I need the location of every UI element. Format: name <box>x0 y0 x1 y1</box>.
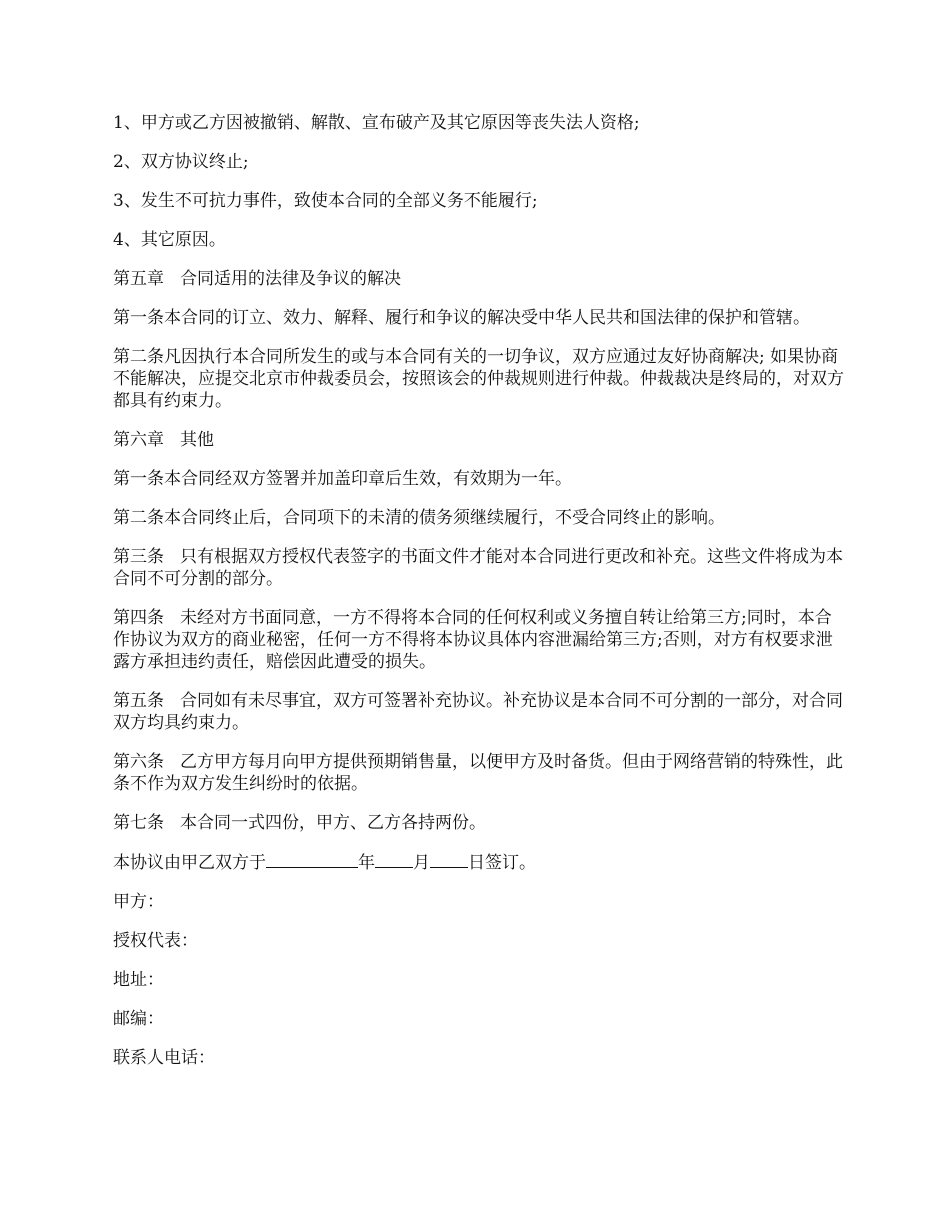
article-paragraph <box>113 607 845 673</box>
chapter-title: 其他 <box>180 430 214 450</box>
article-paragraph: 第一条本合同的订立、效力、解释、履行和争议的解决受中华人民共和国法律的保护和管辖。 <box>113 308 810 328</box>
day-blank <box>430 851 468 868</box>
chapter-heading <box>113 429 845 451</box>
article-paragraph <box>113 546 845 590</box>
article-label: 第六条 <box>113 752 164 772</box>
article-paragraph <box>113 690 845 734</box>
authorized-rep-field: 授权代表： <box>113 931 198 951</box>
month-blank <box>375 851 413 868</box>
day-label: 日签订。 <box>468 853 536 873</box>
chapter-heading <box>113 268 845 290</box>
termination-item: 4、其它原因。 <box>113 230 226 250</box>
termination-item: 3、发生不可抗力事件，致使本合同的全部义务不能履行; <box>113 191 538 211</box>
article-text: 只有根据双方授权代表签字的书面文件才能对本合同进行更改和补充。这些文件将成为本合同不可分割的部分。 <box>113 547 843 589</box>
article-label: 第五条 <box>113 691 164 711</box>
signing-date-line <box>113 851 845 874</box>
contract-body <box>113 112 845 1086</box>
article-label: 第四条 <box>113 608 164 628</box>
article-label: 第七条 <box>113 813 164 833</box>
chapter-number: 第六章 <box>113 430 164 450</box>
article-paragraph: 第二条凡因执行本合同所发生的或与本合同有关的一切争议，双方应通过友好协商解决; 如果协商不能解决，应提交北京市仲裁委员会，按照该会的仲裁规则进行仲裁。仲裁裁决是终局的，对双方都具有约束力。 <box>113 347 844 411</box>
article-paragraph <box>113 812 845 834</box>
article-paragraph: 第二条本合同终止后，合同项下的未清的债务须继续履行，不受合同终止的影响。 <box>113 508 725 528</box>
article-label: 第三条 <box>113 547 164 567</box>
article-text: 未经对方书面同意，一方不得将本合同的任何权利或义务擅自转让给第三方;同时，本合作协议为双方的商业秘密，任何一方不得将本协议具体内容泄漏给第三方;否则，对方有权要求泄露方承担违约责任，赔偿因此遭受的损失。 <box>113 608 833 672</box>
chapter-title: 合同适用的法律及争议的解决 <box>180 269 401 289</box>
postcode-field: 邮编： <box>113 1009 164 1029</box>
signing-prefix: 本协议由甲乙双方于 <box>113 853 266 873</box>
article-text: 乙方甲方每月向甲方提供预期销售量，以便甲方及时备货。但由于网络营销的特殊性，此条不作为双方发生纠纷时的依据。 <box>113 752 843 794</box>
article-paragraph <box>113 751 845 795</box>
contact-phone-field: 联系人电话： <box>113 1048 215 1068</box>
article-text: 合同如有未尽事宜，双方可签署补充协议。补充协议是本合同不可分割的一部分，对合同双方均具约束力。 <box>113 691 843 733</box>
year-blank <box>266 851 358 868</box>
party-a-field: 甲方： <box>113 892 164 912</box>
article-paragraph: 第一条本合同经双方签署并加盖印章后生效，有效期为一年。 <box>113 469 572 489</box>
termination-item: 2、双方协议终止; <box>113 152 249 172</box>
address-field: 地址： <box>113 970 164 990</box>
month-label: 月 <box>413 853 430 873</box>
article-text: 本合同一式四份，甲方、乙方各持两份。 <box>180 813 486 833</box>
year-label: 年 <box>358 853 375 873</box>
chapter-number: 第五章 <box>113 269 164 289</box>
termination-item: 1、甲方或乙方因被撤销、解散、宣布破产及其它原因等丧失法人资格; <box>113 113 640 133</box>
